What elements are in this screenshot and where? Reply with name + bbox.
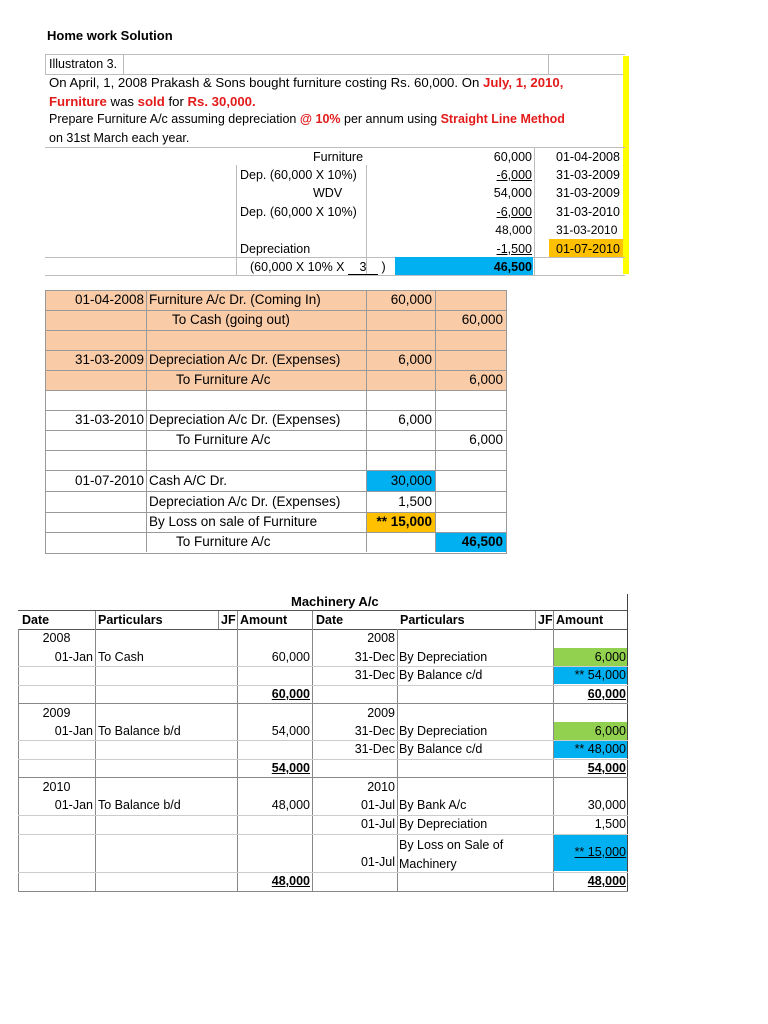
ledger-total: 54,000 [587, 761, 626, 775]
ledger-date: 01-Jan [54, 798, 93, 812]
calc-amount: 60,000 [493, 150, 532, 164]
ledger-particular: By Depreciation [399, 650, 488, 664]
illustration-line-3: Prepare Furniture A/c assuming depreciation @ 10% per annum using Straight Line Method [49, 112, 565, 126]
ledger-particular: By Depreciation [399, 817, 488, 831]
ledger-title: Machinery A/c [291, 594, 379, 609]
calc-amount: 54,000 [493, 186, 532, 200]
calc-amount: -6,000 [496, 205, 532, 219]
ledger-particular: To Cash [98, 650, 144, 664]
illustration-label: Illustrat [49, 57, 90, 71]
calc-amount: 48,000 [495, 223, 532, 237]
ledger-amount: ** 54,000 [574, 668, 626, 682]
calc-date: 01-04-2008 [556, 150, 620, 164]
calc-desc: (60,000 X 10% X 3 ) [250, 260, 386, 274]
ledger-year: 2009 [367, 706, 395, 720]
journal-particular: Cash A/C Dr. [149, 473, 228, 488]
journal-debit: 60,000 [390, 292, 432, 307]
calc-desc: Depreciation [240, 242, 311, 256]
journal-date: 31-03-2009 [74, 352, 144, 367]
ledger-particular: By Loss on Sale of Machinery [399, 838, 504, 871]
ledger-total: 60,000 [271, 687, 310, 701]
ledger-amount: ** 48,000 [574, 742, 626, 756]
journal-credit: 46,500 [461, 534, 503, 549]
calc-date: 31-03-2009 [556, 186, 620, 200]
journal-particular: To Furniture A/c [176, 372, 271, 387]
journal-particular: Depreciation A/c Dr. (Expenses) [149, 352, 341, 367]
header-jf: JF [221, 613, 236, 627]
ledger-amount: ** 15,000 [574, 845, 626, 859]
yellow-highlight-bar [623, 56, 629, 274]
ledger-amount: 6,000 [594, 724, 626, 738]
illustration-label-tail: on 3. [89, 57, 118, 71]
ledger-amount: 6,000 [594, 650, 626, 664]
header-amount: Amount [240, 613, 288, 627]
ledger-amount: 60,000 [271, 650, 310, 664]
ledger-date: 31-Dec [354, 724, 395, 738]
journal-particular: Depreciation A/c Dr. (Expenses) [149, 412, 341, 427]
ledger-total: 48,000 [587, 874, 626, 888]
illustration-line-4: on 31st March each year. [49, 131, 190, 145]
header-amount: Amount [556, 613, 604, 627]
journal-particular: To Cash (going out) [172, 312, 290, 327]
ledger-total: 60,000 [587, 687, 626, 701]
ledger-date: 31-Dec [354, 650, 395, 664]
ledger-date: 01-Jan [54, 650, 93, 664]
ledger-year: 2010 [42, 780, 71, 794]
calc-label: WDV [313, 186, 343, 200]
journal-debit: 6,000 [398, 352, 432, 367]
ledger-date: 01-Jul [360, 798, 395, 812]
ledger-date: 31-Dec [354, 742, 395, 756]
ledger-particular: By Depreciation [399, 724, 488, 738]
journal-particular: Furniture A/c Dr. (Coming In) [149, 292, 321, 307]
journal-particular: Depreciation A/c Dr. (Expenses) [149, 494, 341, 509]
journal-debit: 1,500 [398, 494, 432, 509]
ledger-year: 2008 [367, 631, 395, 645]
journal-particular: To Furniture A/c [176, 534, 271, 549]
ledger-amount: 54,000 [271, 724, 310, 738]
calc-amount: -1,500 [496, 242, 532, 256]
journal-date: 01-07-2010 [74, 473, 144, 488]
ledger-date: 01-Jul [360, 817, 395, 831]
calc-desc: Dep. (60,000 X 10%) [240, 205, 357, 219]
header-particulars: Particulars [98, 613, 163, 627]
calc-desc: Dep. (60,000 X 10%) [240, 168, 357, 182]
ledger-particular: By Balance c/d [399, 668, 483, 682]
ledger-particular: By Balance c/d [399, 742, 483, 756]
header-jf: JF [538, 613, 553, 627]
header-date: Date [316, 613, 344, 627]
ledger-particular: To Balance b/d [98, 724, 181, 738]
journal-credit: 6,000 [469, 372, 503, 387]
illustration-line-2: Furniture was sold for Rs. 30,000. [49, 94, 256, 109]
illustration-line-1: On April, 1, 2008 Prakash & Sons bought furniture costing Rs. 60,000. On July, 1, 2010, [49, 75, 564, 90]
ledger-date: 01-Jan [54, 724, 93, 738]
ledger-date: 01-Jul [360, 855, 395, 869]
header-particulars: Particulars [400, 613, 465, 627]
ledger-particular: By Bank A/c [399, 798, 467, 812]
ledger-year: 2009 [42, 706, 71, 720]
calc-label: Furniture [313, 150, 364, 164]
journal-date: 31-03-2010 [74, 412, 144, 427]
header-date: Date [22, 613, 50, 627]
calc-date: 31-03-2010 [556, 205, 620, 219]
ledger-amount: 48,000 [271, 798, 310, 812]
ledger-date: 31-Dec [354, 668, 395, 682]
calc-date: 31-03-2009 [556, 168, 620, 182]
ledger-total: 54,000 [271, 761, 310, 775]
journal-particular: By Loss on sale of Furniture [149, 514, 318, 529]
calc-amount: -6,000 [496, 168, 532, 182]
journal-debit: 6,000 [398, 412, 432, 427]
ledger-total: 48,000 [271, 874, 310, 888]
ledger-amount: 30,000 [587, 798, 626, 812]
calc-date: 31-03-2010 [556, 223, 618, 237]
ledger-amount: 1,500 [594, 817, 626, 831]
ledger-year: 2008 [42, 631, 71, 645]
journal-debit: ** 15,000 [376, 514, 432, 529]
journal-particular: To Furniture A/c [176, 432, 271, 447]
calc-total: 46,500 [493, 260, 532, 274]
journal-debit: 30,000 [390, 473, 432, 488]
page-title: Home work Solution [47, 28, 173, 43]
journal-credit: 60,000 [461, 312, 503, 327]
journal-date: 01-04-2008 [74, 292, 144, 307]
ledger-year: 2010 [367, 780, 395, 794]
ledger-particular: To Balance b/d [98, 798, 181, 812]
calc-date: 01-07-2010 [556, 242, 620, 256]
journal-credit: 6,000 [469, 432, 503, 447]
